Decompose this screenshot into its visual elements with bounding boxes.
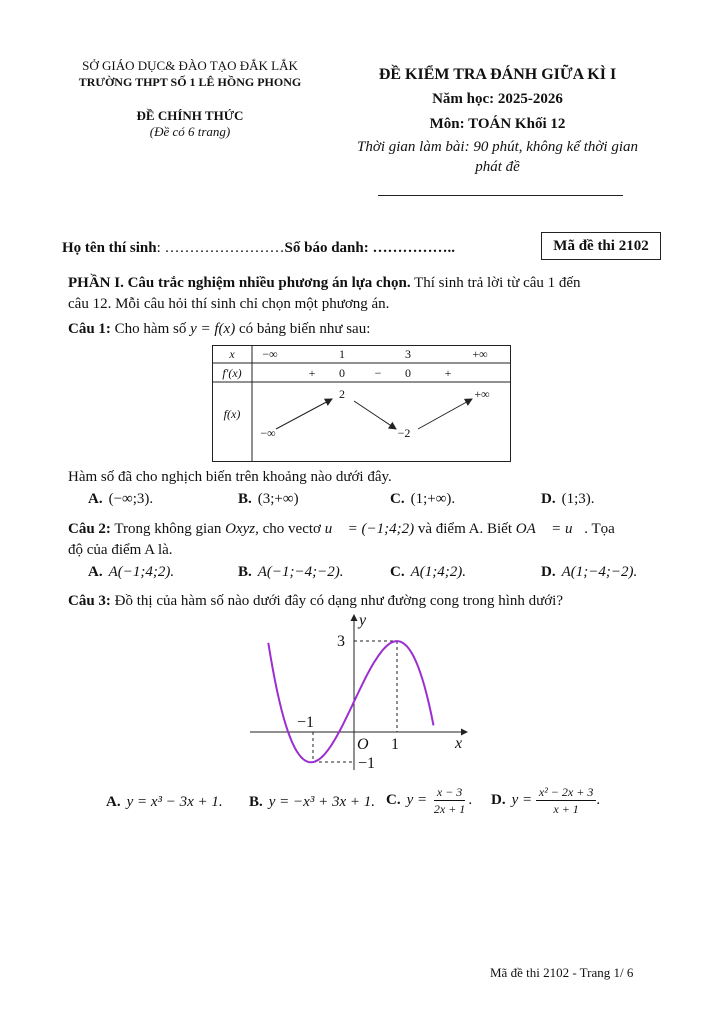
q3-label: Câu 3: [68, 593, 111, 609]
q3-options [0, 782, 725, 822]
student-name-label: Họ tên thí sinh [62, 240, 157, 256]
department-name: SỞ GIÁO DỤC& ĐÀO TẠO ĐẮK LẮK [82, 58, 298, 73]
q1-function: y = f(x) [190, 321, 236, 337]
table-f-label: f(x) [223, 407, 241, 421]
tick-y-neg1: −1 [358, 755, 376, 772]
q2-space: Oxyz [225, 521, 256, 537]
time-line-2: phát đề [475, 159, 520, 175]
q2-line2: độ của điểm A là. [68, 542, 173, 558]
table-x-value: 1 [339, 347, 345, 361]
table-fprime-sign: + [444, 366, 452, 380]
page-footer: Mã đề thi 2102 - Trang 1/ 6 [490, 965, 634, 980]
variation-table [212, 345, 512, 463]
table-x-value: −∞ [262, 347, 278, 361]
header-right [335, 62, 660, 177]
q1-option-c[interactable]: C. (1;+∞). [390, 491, 456, 507]
decrease-arrow [354, 401, 396, 429]
q2-label: Câu 2: [68, 521, 111, 537]
part1-instructions [68, 273, 658, 315]
cubic-curve [268, 641, 433, 762]
table-fprime-sign: − [374, 366, 382, 380]
q2-options [0, 564, 725, 586]
q1-text-b: có bảng biến như sau: [238, 321, 371, 337]
table-f-value: −2 [397, 426, 411, 440]
q2-option-c[interactable]: C. A(1;4;2). [390, 564, 466, 580]
official-label: ĐỀ CHÍNH THỨC [136, 108, 244, 123]
q2-option-a[interactable]: A. A(−1;4;2). [88, 564, 175, 580]
student-info-line [62, 240, 455, 257]
tick-x-neg1: −1 [297, 714, 315, 731]
q1-options [0, 491, 725, 513]
time-line-1: Thời gian làm bài: 90 phút, không kể thời gian [357, 139, 638, 155]
pages-note: (Đề có 6 trang) [149, 124, 231, 139]
header-divider [378, 195, 623, 196]
header-left [40, 58, 340, 140]
q2-oa: OA⃗ = u⃗ [515, 521, 585, 537]
school-year: Năm học: 2025-2026 [432, 91, 563, 107]
q2-text-d: . Tọa [584, 521, 615, 537]
q2-option-d[interactable]: D. A(1;−4;−2). [541, 564, 638, 580]
exam-code-box: Mã đề thi 2102 [541, 232, 661, 260]
q3-option-a[interactable]: A. y = x³ − 3x + 1. [106, 794, 223, 810]
table-fprime-label: f′(x) [222, 366, 242, 380]
school-name: TRƯỜNG THPT SỐ 1 LÊ HỒNG PHONG [78, 75, 302, 89]
table-x-label: x [229, 347, 235, 361]
q3-text: Đồ thị của hàm số nào dưới đây có dạng như đường cong trong hình dưới? [114, 593, 563, 609]
q3-option-d[interactable]: D. y = $\frac{\text{x² − 2x + 3}}{x + 1}$ . [491, 785, 601, 816]
table-x-value: 3 [405, 347, 411, 361]
q1-stem [68, 319, 658, 340]
subject-line: Môn: TOÁN Khối 12 [429, 116, 566, 132]
q1-prompt: Hàm số đã cho nghịch biến trên khoảng nào dưới đây. [68, 469, 392, 485]
tick-x-1: 1 [391, 736, 399, 753]
q2-stem [68, 519, 658, 561]
tick-y-3: 3 [337, 633, 345, 650]
q1-option-b[interactable]: B. (3;+∞) [238, 491, 299, 507]
student-id-label: Số báo danh: …………….. [284, 240, 455, 256]
q3-stem [68, 591, 658, 612]
exam-title: ĐỀ KIỂM TRA ĐÁNH GIỮA KÌ I [378, 66, 617, 83]
table-x-value: +∞ [472, 347, 488, 361]
student-name-dots: : …………………… [156, 240, 285, 256]
q3-graph [245, 610, 475, 775]
part1-title: PHẦN I. Câu trắc nghiệm nhiều phương án lựa chọn. [68, 275, 411, 291]
increase-arrow [418, 399, 472, 429]
x-axis-label: x [455, 735, 463, 752]
table-fprime-sign: 0 [339, 366, 345, 380]
q2-text-a: Trong không gian [114, 521, 222, 537]
table-f-value: −∞ [260, 426, 276, 440]
q3-option-b[interactable]: B. y = −x³ + 3x + 1. [249, 794, 375, 810]
q3-option-c[interactable]: C. y = $\frac{x - 3}{2x + 1}$ . [386, 785, 473, 816]
part1-line2: câu 12. Mỗi câu hỏi thí sinh chỉ chọn một phương án. [68, 296, 390, 312]
part1-line1: Thí sinh trả lời từ câu 1 đến [410, 275, 581, 291]
increase-arrow [276, 399, 332, 429]
q1-label: Câu 1: [68, 321, 111, 337]
q2-vector: u⃗ = (−1;4;2) [324, 521, 415, 537]
q1-text-a: Cho hàm số [114, 321, 187, 337]
table-f-value: +∞ [474, 387, 490, 401]
table-f-value: 2 [339, 387, 345, 401]
q1-option-d[interactable]: D. (1;3). [541, 491, 595, 507]
table-fprime-sign: 0 [405, 366, 411, 380]
table-fprime-sign: + [308, 366, 316, 380]
q2-text-c: và điểm A. Biết [417, 521, 513, 537]
q2-option-b[interactable]: B. A(−1;−4;−2). [238, 564, 344, 580]
q2-text-b: , cho vectơ [255, 521, 321, 537]
origin-label: O [357, 736, 369, 753]
q1-option-a[interactable]: A. (−∞;3). [88, 491, 154, 507]
y-axis-label: y [359, 612, 367, 629]
